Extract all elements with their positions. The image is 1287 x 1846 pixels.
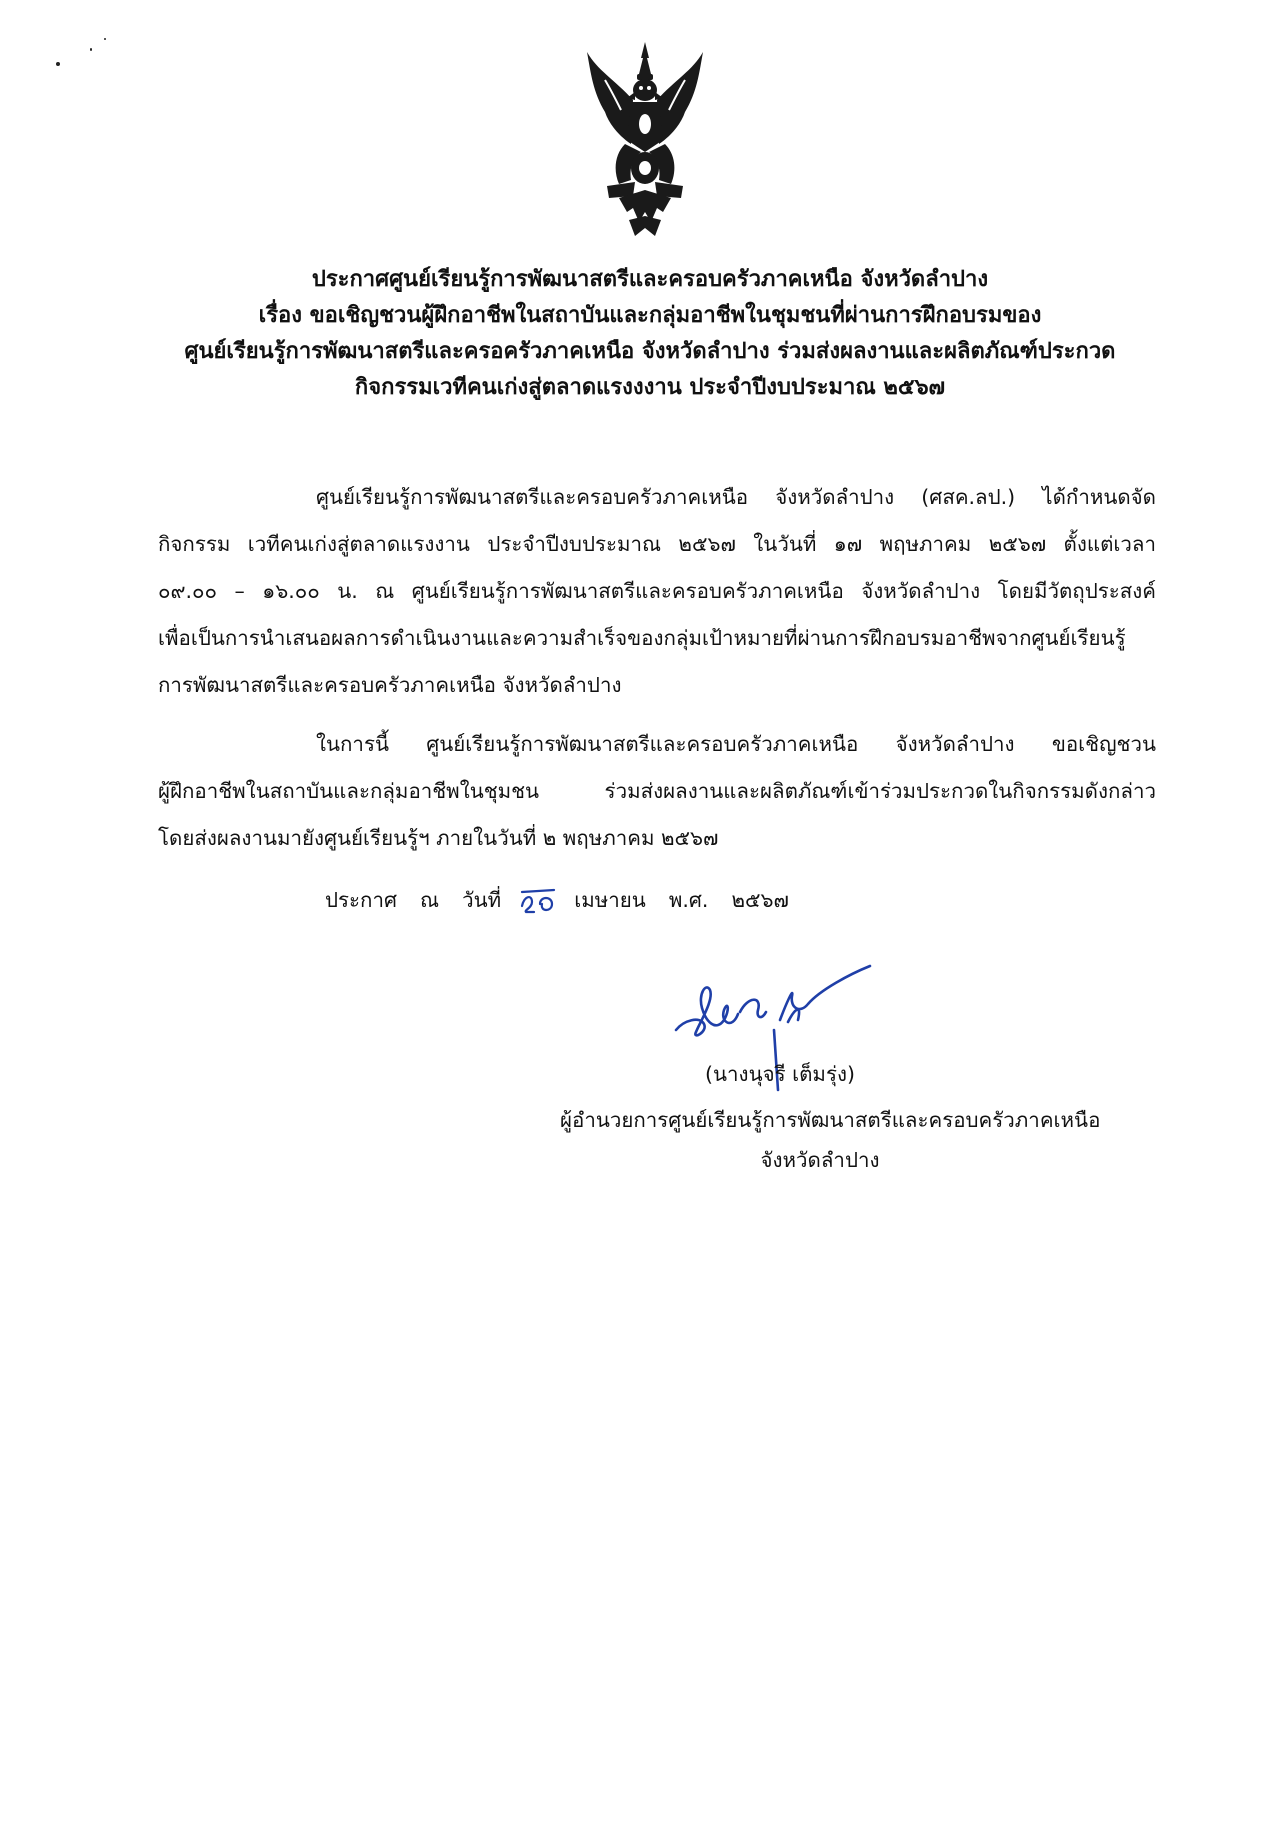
signatory-title xyxy=(560,1100,1101,1180)
signatory-name: (นางนุจรี เต็มรุ่ง) xyxy=(705,1062,855,1086)
scan-speck xyxy=(90,48,92,51)
announce-year: ๒๕๖๗ xyxy=(731,888,789,912)
garuda-emblem-icon xyxy=(585,40,705,240)
announcement-date-line xyxy=(325,880,789,920)
announcement-heading xyxy=(150,262,1150,406)
heading-line: ศูนย์เรียนรู้การพัฒนาสตรีและครอครัวภาคเหนือ จังหวัดลำปาง ร่วมส่งผลงานและผลิตภัณฑ์ประกวด xyxy=(184,339,1116,364)
paragraph-line: ในการนี้ ศูนย์เรียนรู้การพัฒนาสตรีและครอบครัวภาคเหนือ จังหวัดลำปาง ขอเชิญชวน xyxy=(316,732,1156,756)
signatory-position: ผู้อำนวยการศูนย์เรียนรู้การพัฒนาสตรีและครอบครัวภาคเหนือ xyxy=(560,1108,1101,1132)
signatory-province: จังหวัดลำปาง xyxy=(760,1148,880,1172)
scan-speck xyxy=(56,62,60,66)
heading-line: กิจกรรมเวทีคนเก่งสู่ตลาดแรงงงาน ประจำปีงบประมาณ ๒๕๖๗ xyxy=(354,375,946,400)
paragraph-line: ผู้ฝึกอาชีพในสถาบันและกลุ่มอาชีพในชุมชน ร่วมส่งผลงานและผลิตภัณฑ์เข้าร่วมประกวดในกิจกรรมดังกล่าว xyxy=(158,779,1156,803)
announce-era: พ.ศ. xyxy=(668,888,709,912)
scan-speck xyxy=(104,38,106,40)
paragraph-line: โดยส่งผลงานมายังศูนย์เรียนรู้ฯ ภายในวันที่ ๒ พฤษภาคม ๒๕๖๗ xyxy=(158,826,719,850)
paragraph-line: กิจกรรม เวทีคนเก่งสู่ตลาดแรงงาน ประจำปีงบประมาณ ๒๕๖๗ ในวันที่ ๑๗ พฤษภาคม ๒๕๖๗ ตั้งแต่เวลา xyxy=(158,532,1156,556)
body-paragraph-1 xyxy=(158,474,1156,709)
announce-day-word: วันที่ xyxy=(462,888,502,912)
paragraph-line: การพัฒนาสตรีและครอบครัวภาคเหนือ จังหวัดลำปาง xyxy=(158,673,622,697)
heading-line: ประกาศศูนย์เรียนรู้การพัฒนาสตรีและครอบครัวภาคเหนือ จังหวัดลำปาง xyxy=(311,267,989,292)
paragraph-line: ๐๙.๐๐ – ๑๖.๐๐ น. ณ ศูนย์เรียนรู้การพัฒนาสตรีและครอบครัวภาคเหนือ จังหวัดลำปาง โดยมีวัตถุประสงค์ xyxy=(158,579,1156,603)
announce-month: เมษายน xyxy=(574,888,646,912)
heading-subject-line: เรื่อง ขอเชิญชวนผู้ฝึกอาชีพในสถาบันและกลุ่มอาชีพในชุมชนที่ผ่านการฝึกอบรมของ xyxy=(258,303,1042,328)
announce-at: ณ xyxy=(420,888,440,912)
handwritten-day xyxy=(518,886,558,916)
paragraph-line: ศูนย์เรียนรู้การพัฒนาสตรีและครอบครัวภาคเหนือ จังหวัดลำปาง (ศสค.ลป.) ได้กำหนดจัด xyxy=(316,485,1156,509)
paragraph-line: เพื่อเป็นการนำเสนอผลการดำเนินงานและความสำเร็จของกลุ่มเป้าหมายที่ผ่านการฝึกอบรมอาชีพจากศูนย์เรียนรู้ xyxy=(158,626,1126,650)
body-paragraph-2 xyxy=(158,721,1156,862)
announce-prefix: ประกาศ xyxy=(325,888,397,912)
